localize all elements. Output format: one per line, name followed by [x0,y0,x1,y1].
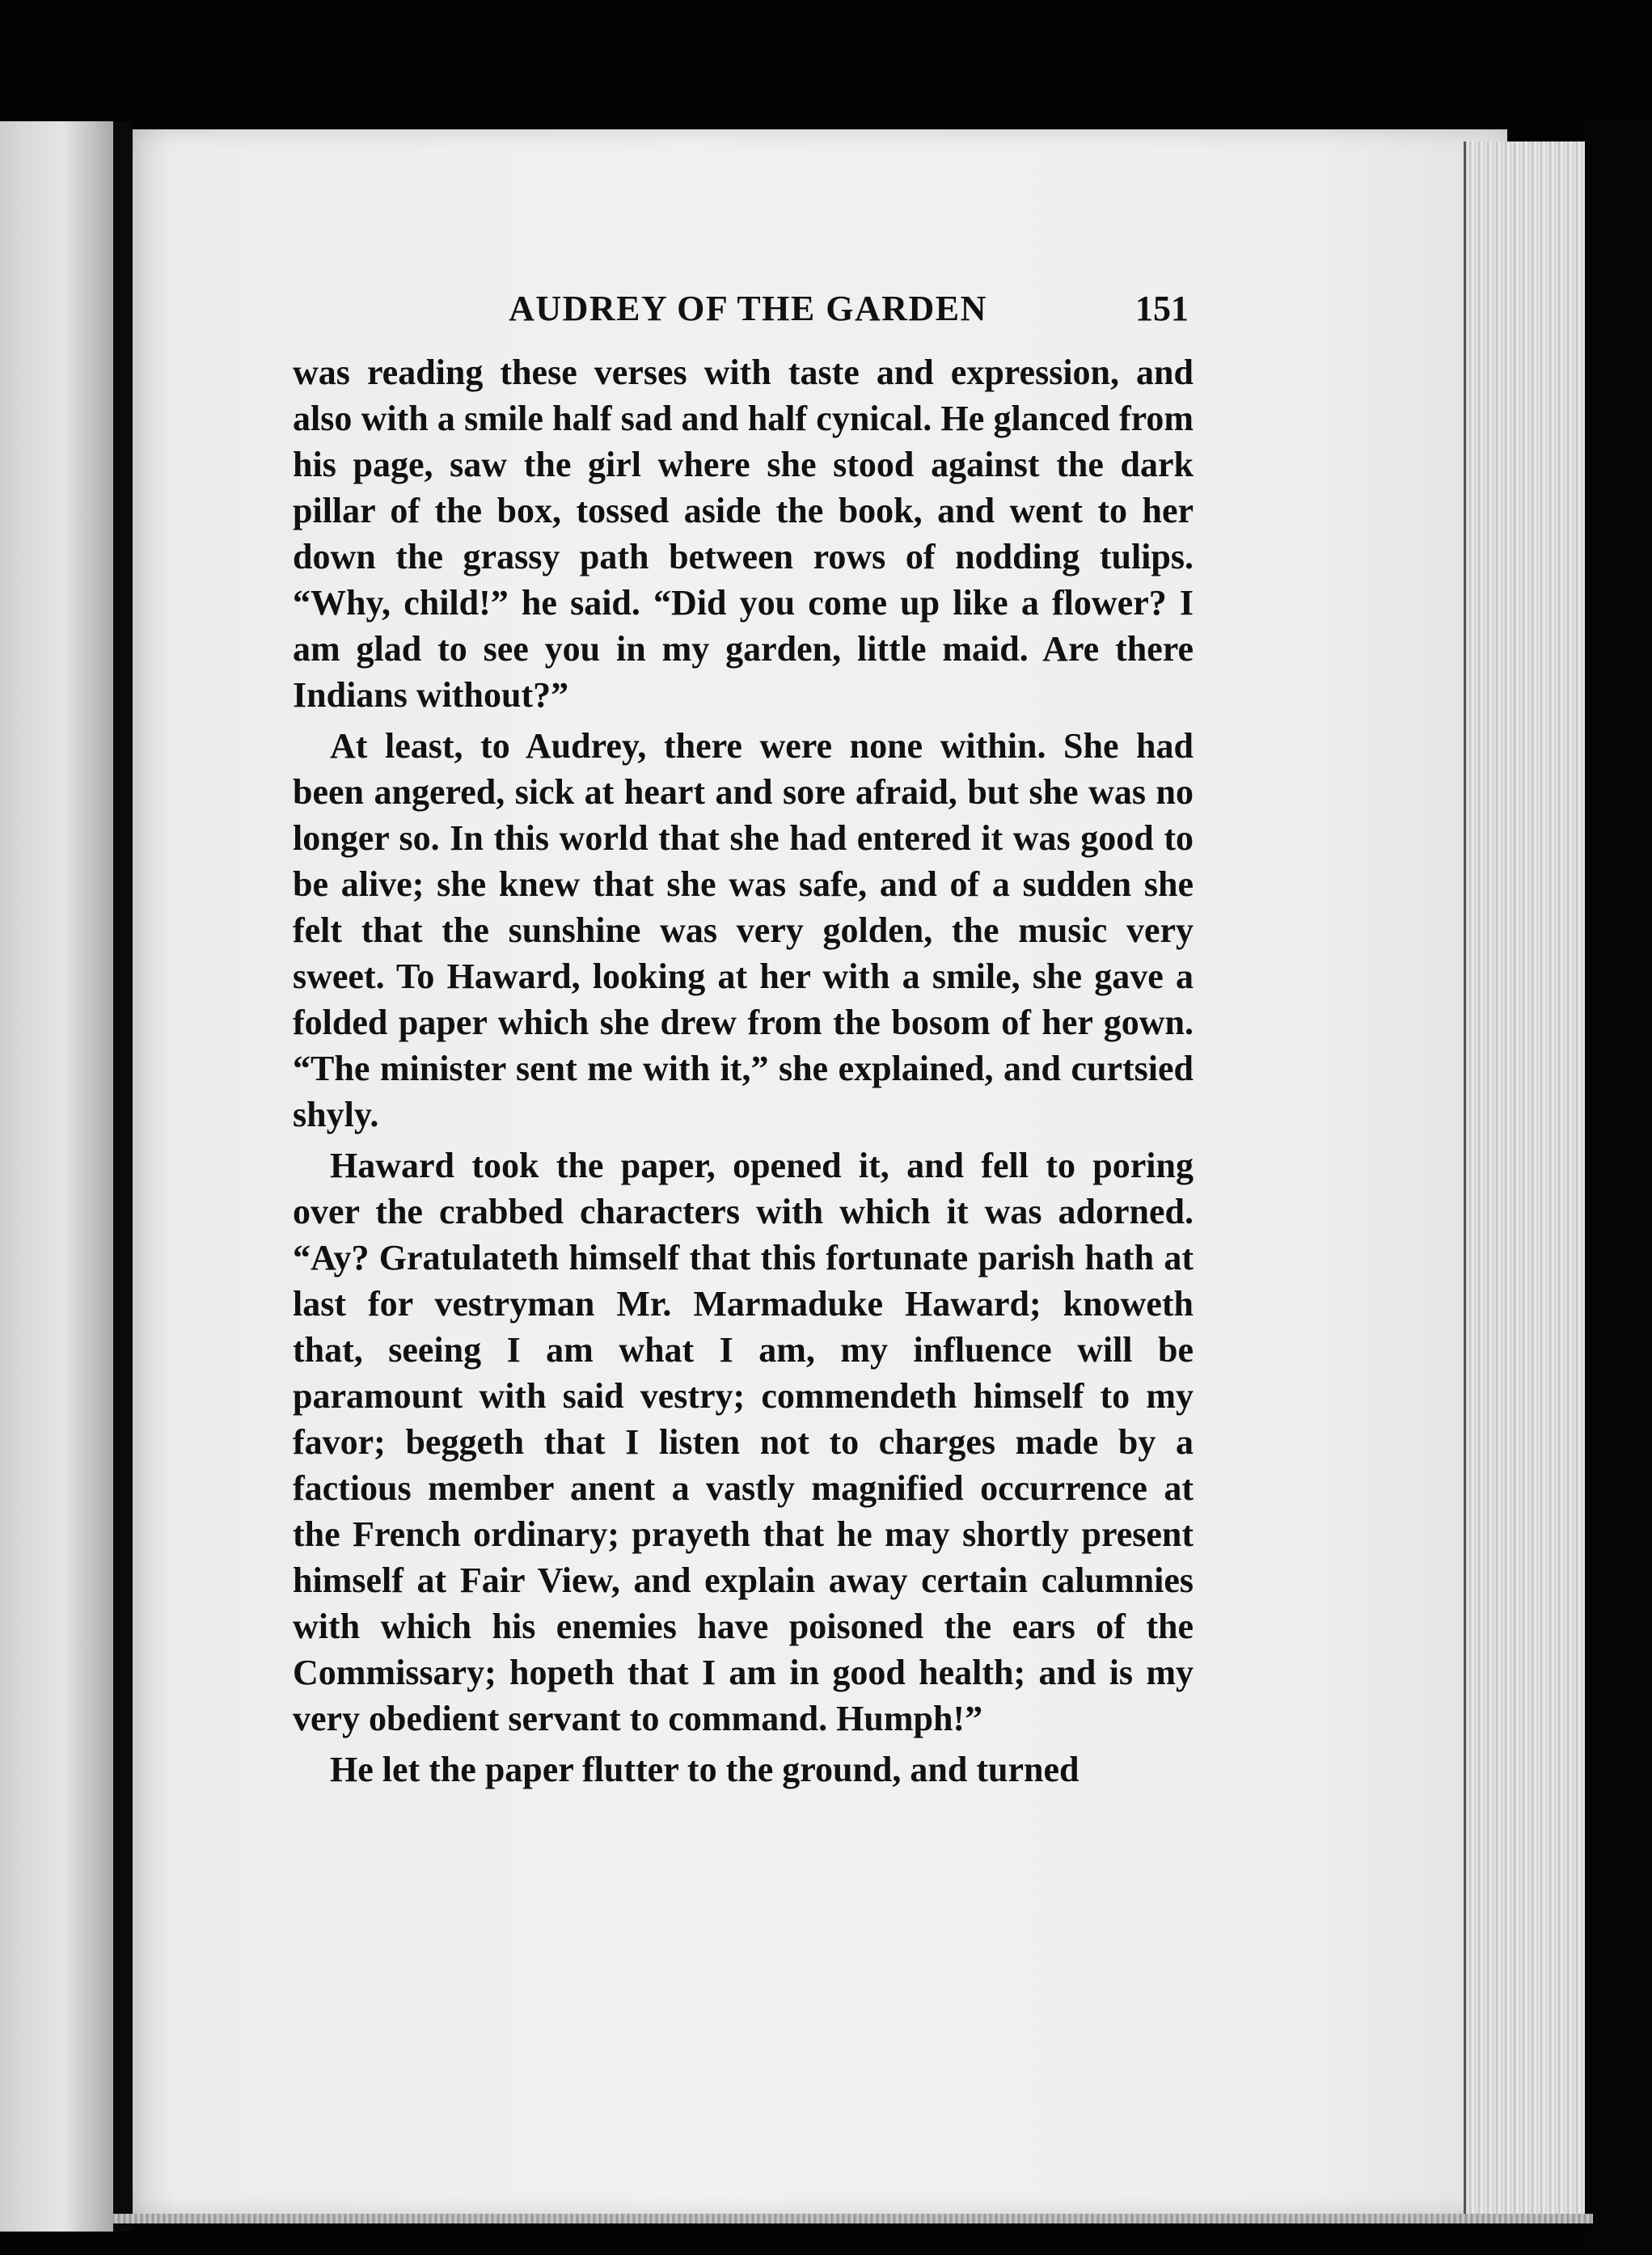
paragraph: At least, to Audrey, there were none within. She had been angered, sick at heart and sore afraid, but she was no longer so. In this world that she had entered it was good to be alive; she knew that she was safe, and of a sudden she felt that the sunshine was very golden, the music very sweet. To Haward, looking at her with a smile, she gave a folded paper which she drew from the bosom of her gown. “The minister sent me with it,” she explained, and curtsied shyly. [293,726,1194,1134]
running-head-title: AUDREY OF THE GARDEN [509,289,987,328]
previous-page-edge [0,121,113,2232]
body-text [293,349,1194,1797]
paragraph: was reading these verses with taste and expression, and also with a smile half sad and half cynical. He glanced from his page, saw the girl where she stood against the dark pillar of the box, tossed aside the book, and went to her down the grassy path between rows of nodding tulips. “Why, child!” he said. “Did you come up like a flower? I am glad to see you in my garden, little maid. Are there Indians without?” [293,353,1194,715]
page-stack-edge [1464,141,1587,2223]
page-number: 151 [1135,289,1189,328]
book-gutter [113,121,133,2232]
paragraph: He let the paper flutter to the ground, and turned [330,1750,1080,1789]
right-shadow [1585,121,1652,2255]
bottom-page-edge [113,2214,1593,2223]
paragraph: Haward took the paper, opened it, and fell to poring over the crabbed characters with which it was adorned. “Ay? Gratulateth himself that this fortunate parish hath at last for vestryman Mr. Marmaduke Haward; knoweth that, seeing I am what I am, my influence will be paramount with said vestry; commendeth himself to my favor; beggeth that I listen not to charges made by a factious member anent a vastly magnified occurrence at the French ordinary; prayeth that he may shortly present himself at Fair View, and explain away certain calumnies with which his enemies have poisoned the ears of the Commissary; hopeth that I am in good health; and is my very obedient servant to command. Humph!” [293,1146,1194,1738]
